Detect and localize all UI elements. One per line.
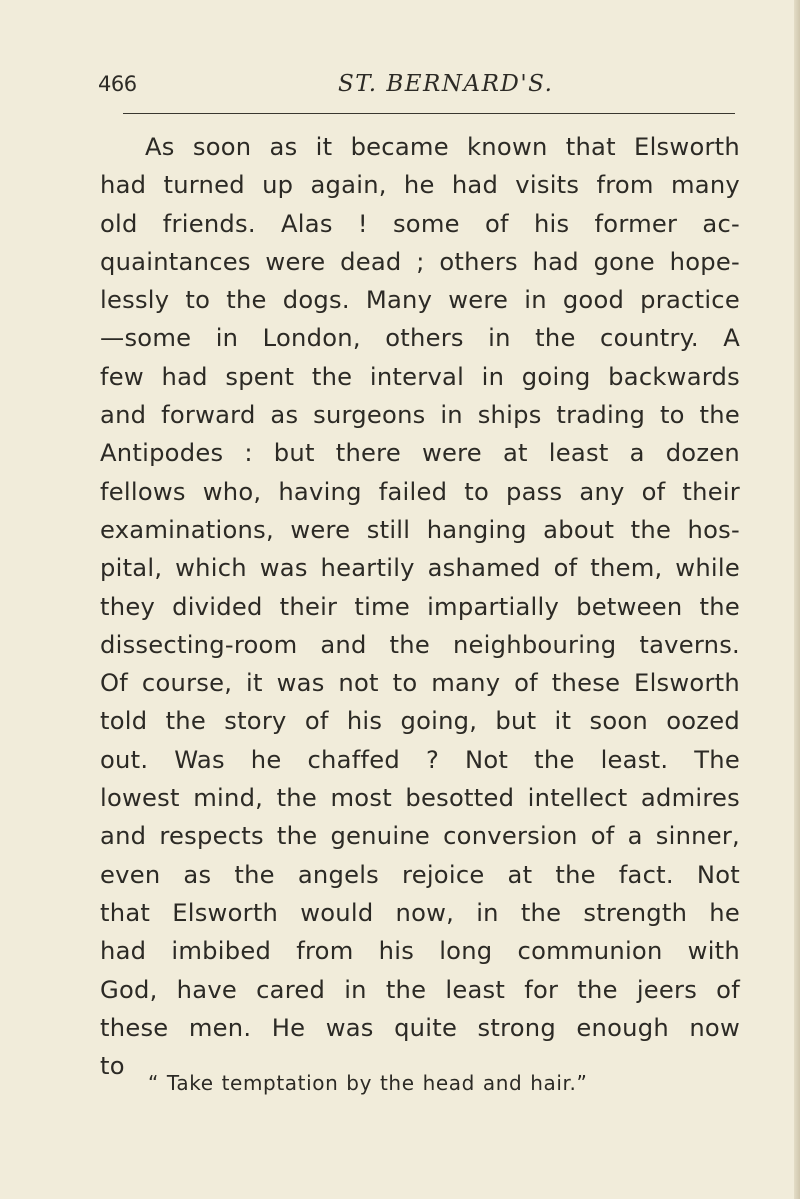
text-line: dissecting-room and the neighbouring taverns. (100, 630, 740, 659)
text-line: that Elsworth would now, in the strength he (100, 898, 740, 927)
text-line: out. Was he chaffed ? Not the least. The (100, 745, 740, 774)
text-line: had turned up again, he had visits from many (100, 171, 740, 200)
text-line: Of course, it was not to many of these Elsworth (100, 669, 740, 698)
page-edge (794, 0, 800, 1199)
text-line: had imbibed from his long communion with (100, 937, 740, 966)
text-line: As soon as it became known that Elsworth (145, 133, 740, 161)
text-line: examinations, were still hanging about the hos- (100, 515, 740, 544)
text-line: fellows who, having failed to pass any of their (100, 477, 740, 506)
text-line: to (100, 1052, 125, 1081)
body-paragraph (100, 128, 740, 1085)
page-header (98, 66, 738, 106)
verse-quote: “ Take temptation by the head and hair.” (148, 1071, 588, 1095)
text-line: told the story of his going, but it soon oozed (100, 707, 740, 736)
page-number: 466 (98, 72, 137, 96)
text-line: even as the angels rejoice at the fact. Not (100, 860, 740, 889)
text-line: these men. He was quite strong enough now (100, 1013, 740, 1042)
text-line: —some in London, others in the country. A (100, 324, 740, 353)
text-line: lessly to the dogs. Many were in good practice (100, 286, 740, 315)
text-line: Antipodes : but there were at least a dozen (100, 439, 740, 468)
text-line: and respects the genuine conversion of a sinner, (100, 822, 740, 851)
running-head: ST. BERNARD'S. (338, 71, 554, 97)
text-line: God, have cared in the least for the jeers of (100, 975, 740, 1004)
header-rule (123, 113, 735, 114)
text-line: and forward as surgeons in ships trading to the (100, 401, 740, 430)
text-line: few had spent the interval in going backwards (100, 362, 740, 391)
text-line: they divided their time impartially between the (100, 592, 740, 621)
text-line: lowest mind, the most besotted intellect admires (100, 784, 740, 813)
text-line: pital, which was heartily ashamed of them, while (100, 554, 740, 583)
text-line: old friends. Alas ! some of his former ac- (100, 209, 740, 238)
text-line: quaintances were dead ; others had gone hope- (100, 247, 740, 276)
